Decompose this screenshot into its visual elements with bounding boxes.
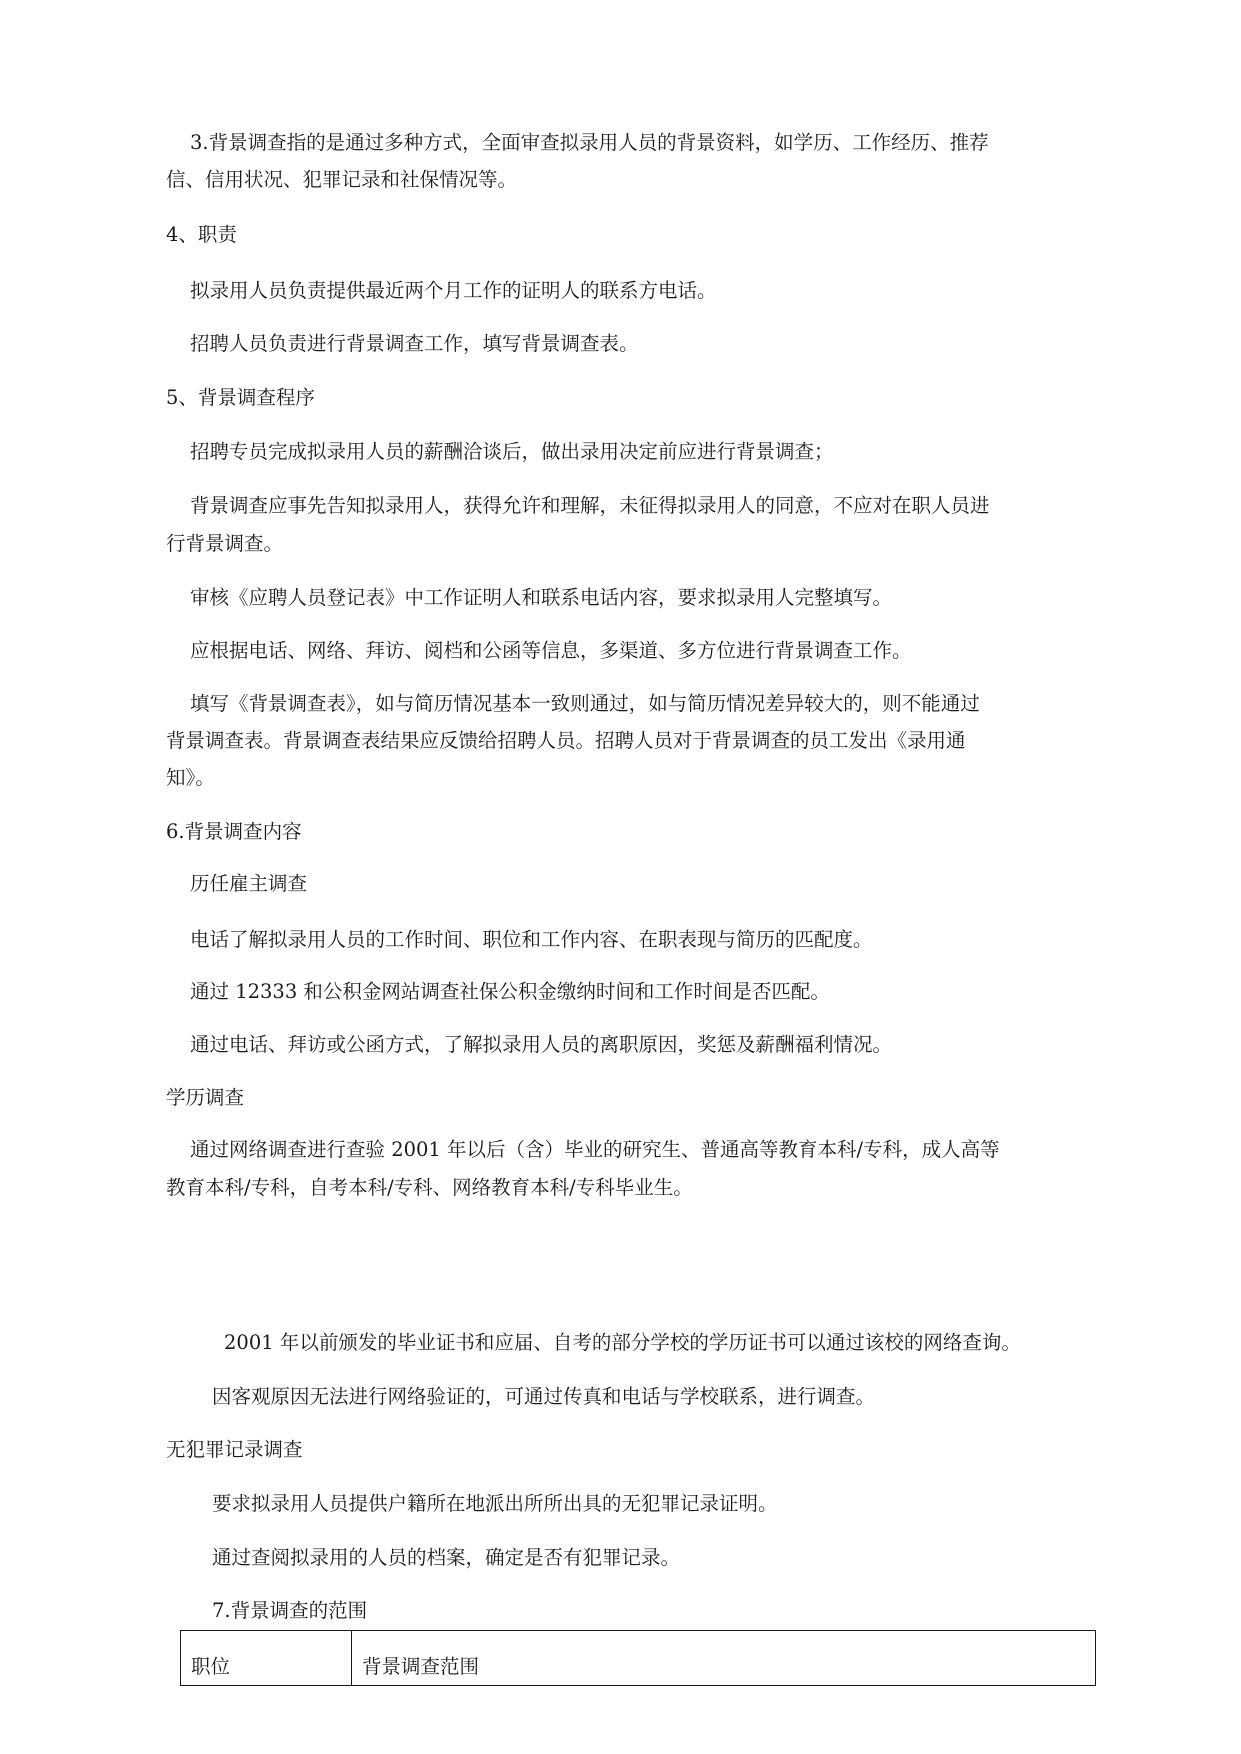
section-heading-responsibilities: 4、职责	[166, 223, 237, 246]
paragraph-employer-2: 通过 12333 和公积金网站调查社保公积金缴纳时间和工作时间是否匹配。	[190, 980, 830, 1003]
paragraph-education-1-line-2: 教育本科/专科，自考本科/专科、网络教育本科/专科毕业生。	[166, 1176, 693, 1199]
paragraph-definition-line-1: 3.背景调查指的是通过多种方式，全面审查拟录用人员的背景资料，如学历、工作经历、推荐	[190, 131, 989, 154]
paragraph-procedure-2-line-2: 行背景调查。	[166, 532, 284, 555]
paragraph-employer-3: 通过电话、拜访或公函方式，了解拟录用人员的离职原因，奖惩及薪酬福利情况。	[190, 1033, 893, 1056]
paragraph-employer-1: 电话了解拟录用人员的工作时间、职位和工作内容、在职表现与简历的匹配度。	[190, 928, 873, 951]
paragraph-procedure-5-line-2: 背景调查表。背景调查表结果应反馈给招聘人员。招聘人员对于背景调查的员工发出《录用通	[166, 729, 966, 752]
paragraph-education-2: 2001 年以前颁发的毕业证书和应届、自考的部分学校的学历证书可以通过该校的网络查询。	[224, 1331, 1021, 1354]
paragraph-procedure-1: 招聘专员完成拟录用人员的薪酬洽谈后，做出录用决定前应进行背景调查；	[190, 440, 834, 463]
paragraph-procedure-2-line-1: 背景调查应事先告知拟录用人，获得允许和理解，未征得拟录用人的同意，不应对在职人员进	[190, 494, 990, 517]
paragraph-procedure-5-line-3: 知》。	[166, 766, 215, 789]
paragraph-criminal-2: 通过查阅拟录用的人员的档案，确定是否有犯罪记录。	[212, 1546, 681, 1569]
section-heading-content: 6.背景调查内容	[166, 820, 302, 843]
paragraph-criminal-1: 要求拟录用人员提供户籍所在地派出所所出具的无犯罪记录证明。	[212, 1492, 778, 1515]
subheading-employer-check: 历任雇主调查	[190, 872, 308, 895]
paragraph-education-1-line-1: 通过网络调查进行查验 2001 年以后（含）毕业的研究生、普通高等教育本科/专科，成人高等	[190, 1138, 1000, 1161]
scope-table	[180, 1630, 1096, 1686]
paragraph-education-3: 因客观原因无法进行网络验证的，可通过传真和电话与学校联系，进行调查。	[212, 1385, 876, 1408]
table-header-position: 职位	[181, 1631, 352, 1686]
table-header-scope: 背景调查范围	[352, 1631, 1096, 1686]
paragraph-recruiter-duty: 招聘人员负责进行背景调查工作，填写背景调查表。	[190, 332, 639, 355]
paragraph-procedure-4: 应根据电话、网络、拜访、阅档和公函等信息，多渠道、多方位进行背景调查工作。	[190, 639, 912, 662]
paragraph-definition-line-2: 信、信用状况、犯罪记录和社保情况等。	[166, 168, 518, 191]
paragraph-procedure-5-line-1: 填写《背景调查表》，如与简历情况基本一致则通过，如与简历情况差异较大的，则不能通过	[190, 692, 980, 715]
paragraph-procedure-3: 审核《应聘人员登记表》中工作证明人和联系电话内容，要求拟录用人完整填写。	[190, 586, 893, 609]
subheading-criminal-check: 无犯罪记录调查	[166, 1438, 303, 1461]
section-heading-scope: 7.背景调查的范围	[212, 1599, 368, 1622]
paragraph-candidate-duty: 拟录用人员负责提供最近两个月工作的证明人的联系方电话。	[190, 279, 717, 302]
section-heading-procedure: 5、背景调查程序	[166, 386, 315, 409]
subheading-education-check: 学历调查	[166, 1086, 245, 1109]
table-row	[181, 1631, 1096, 1686]
